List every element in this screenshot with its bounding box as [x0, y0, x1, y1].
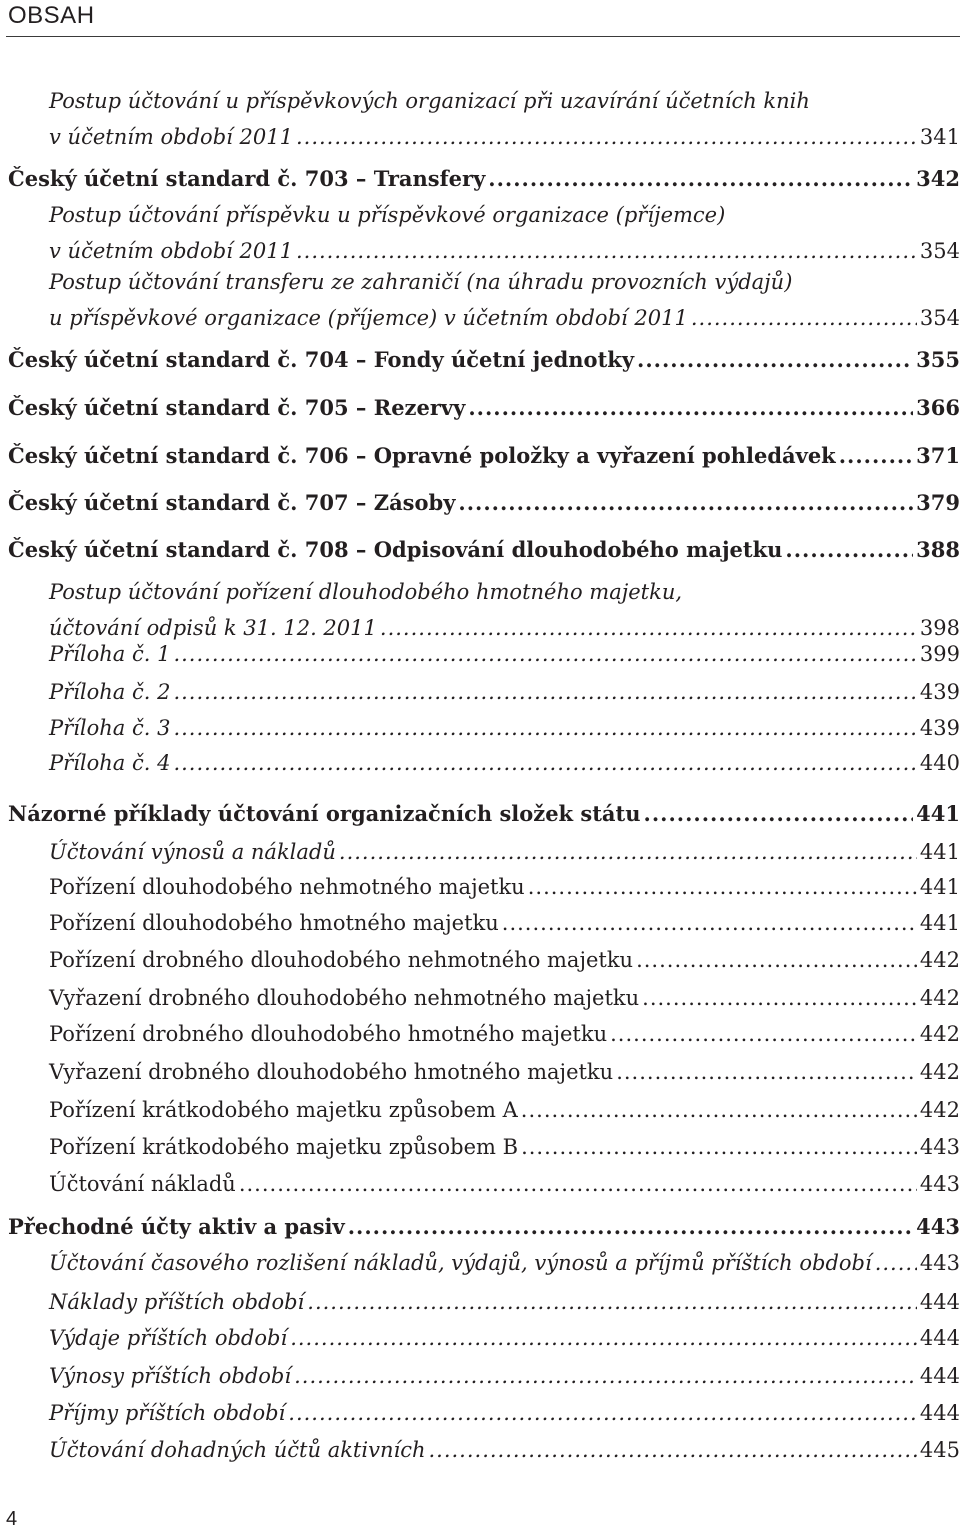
- toc-entry: [49, 1358, 960, 1394]
- toc-entry-title: účtování odpisů k 31. 12. 2011: [49, 616, 377, 640]
- toc-entry-title: Příloha č. 4: [49, 751, 171, 775]
- dot-leader: [173, 745, 916, 781]
- toc-entry-page-number: 379: [916, 490, 960, 515]
- dot-leader: [296, 119, 917, 155]
- toc-entry-page-number: 442: [919, 986, 960, 1010]
- toc-entry-page-number: 442: [919, 1060, 960, 1084]
- toc-entry: [8, 438, 960, 474]
- toc-entry-page-number: 354: [919, 239, 960, 263]
- dot-leader: [488, 161, 913, 197]
- toc-entry: [8, 485, 960, 521]
- page-number: 4: [6, 1508, 18, 1530]
- toc-entry: [49, 869, 960, 905]
- dot-leader: [458, 485, 913, 521]
- toc-entry: [8, 1209, 960, 1245]
- toc-entry-title: Český účetní standard č. 706 – Opravné položky a vyřazení pohledávek: [8, 443, 836, 468]
- page-title: OBSAH: [8, 2, 95, 29]
- toc-entry: [49, 264, 960, 336]
- toc-entry-page-number: 355: [916, 347, 960, 372]
- toc-entry: [49, 1129, 960, 1165]
- toc-entry-page-number: 342: [916, 166, 960, 191]
- toc-entry: [49, 83, 960, 155]
- toc-entry-title: Výnosy příštích období: [49, 1364, 292, 1388]
- toc-entry-page-number: 443: [919, 1172, 960, 1196]
- toc-entry-page-number: 439: [919, 716, 960, 740]
- toc-entry-page-number: 371: [916, 443, 960, 468]
- dot-leader: [173, 636, 916, 672]
- dot-leader: [288, 1395, 917, 1431]
- toc-entry-title-line: Postup účtování u příspěvkových organizací při uzavírání účetních knih: [49, 89, 810, 113]
- dot-leader: [521, 1092, 917, 1128]
- dot-leader: [637, 342, 913, 378]
- toc-entry: [49, 674, 960, 710]
- toc-entry: [49, 1395, 960, 1431]
- dot-leader: [875, 1245, 917, 1281]
- toc-entry: [49, 636, 960, 672]
- dot-leader: [521, 1129, 917, 1165]
- toc-entry-title: Vyřazení drobného dlouhodobého hmotného majetku: [49, 1060, 614, 1084]
- toc-entry-page-number: 445: [919, 1438, 960, 1462]
- dot-leader: [691, 300, 917, 336]
- toc-entry-page-number: 440: [919, 751, 960, 775]
- toc-entry: [49, 1166, 960, 1202]
- toc-entry-page-number: 366: [916, 395, 960, 420]
- toc-entry-page-number: 442: [919, 1098, 960, 1122]
- toc-entry-title: Pořízení krátkodobého majetku způsobem B: [49, 1135, 519, 1159]
- dot-leader: [339, 834, 917, 870]
- dot-leader: [468, 390, 913, 426]
- toc-entry: [49, 1320, 960, 1356]
- toc-entry-title: Pořízení dlouhodobého nehmotného majetku: [49, 875, 525, 899]
- toc-entry: [49, 1245, 960, 1281]
- toc-entry: [8, 532, 960, 568]
- toc-entry-title-line: Postup účtování pořízení dlouhodobého hmotného majetku,: [49, 580, 683, 604]
- toc-entry-title: Pořízení drobného dlouhodobého hmotného majetku: [49, 1022, 608, 1046]
- toc-entry-title: Český účetní standard č. 704 – Fondy účetní jednotky: [8, 347, 635, 372]
- dot-leader: [294, 1358, 917, 1394]
- dot-leader: [239, 1166, 917, 1202]
- toc-entry-title: Český účetní standard č. 705 – Rezervy: [8, 395, 466, 420]
- toc-entry-page-number: 341: [919, 125, 960, 149]
- dot-leader: [610, 1016, 917, 1052]
- toc-entry-title: Příjmy příštích období: [49, 1401, 286, 1425]
- toc-entry-title: Účtování časového rozlišení nákladů, výdajů, výnosů a příjmů příštích období: [49, 1251, 872, 1275]
- toc-entry: [8, 342, 960, 378]
- toc-entry-page-number: 444: [919, 1290, 960, 1314]
- toc-entry-page-number: 443: [916, 1214, 960, 1239]
- dot-leader: [173, 674, 916, 710]
- toc-entry-page-number: 354: [919, 306, 960, 330]
- dot-leader: [348, 1209, 913, 1245]
- toc-entry-title: Příloha č. 3: [49, 716, 171, 740]
- toc-entry-page-number: 441: [919, 911, 960, 935]
- toc-entry-title: Příloha č. 1: [49, 642, 171, 666]
- toc-entry-page-number: 439: [919, 680, 960, 704]
- dot-leader: [307, 1284, 917, 1320]
- toc-entry-title: Přechodné účty aktiv a pasiv: [8, 1214, 345, 1239]
- toc-entry-title: v účetním období 2011: [49, 239, 293, 263]
- toc-entry-page-number: 398: [919, 616, 960, 640]
- toc-entry-title: Český účetní standard č. 707 – Zásoby: [8, 490, 456, 515]
- toc-entry-page-number: 388: [916, 537, 960, 562]
- toc-entry-title: Vyřazení drobného dlouhodobého nehmotného majetku: [49, 986, 640, 1010]
- toc-entry-title: Výdaje příštích období: [49, 1326, 288, 1350]
- toc-entry-page-number: 444: [919, 1401, 960, 1425]
- toc-entry-page-number: 443: [919, 1135, 960, 1159]
- toc-entry: [49, 1016, 960, 1052]
- toc-entry: [8, 796, 960, 832]
- toc-entry-title-line: Postup účtování transferu ze zahraničí (na úhradu provozních výdajů): [49, 270, 793, 294]
- dot-leader: [616, 1054, 917, 1090]
- toc-entry: [8, 390, 960, 426]
- dot-leader: [642, 980, 917, 1016]
- toc-entry-title: Názorné příklady účtování organizačních složek státu: [8, 801, 641, 826]
- toc-entry-title: Český účetní standard č. 708 – Odpisování dlouhodobého majetku: [8, 537, 783, 562]
- toc-entry-title: Český účetní standard č. 703 – Transfery: [8, 166, 486, 191]
- toc-entry: [49, 1092, 960, 1128]
- dot-leader: [839, 438, 913, 474]
- dot-leader: [502, 905, 917, 941]
- toc-entry: [49, 980, 960, 1016]
- toc-entry-title: Účtování dohadných účtů aktivních: [49, 1438, 426, 1462]
- toc-entry-page-number: 441: [916, 801, 960, 826]
- toc-entry: [49, 745, 960, 781]
- dot-leader: [644, 796, 914, 832]
- toc-entry-page-number: 441: [919, 875, 960, 899]
- toc-entry: [49, 710, 960, 746]
- toc-entry: [49, 942, 960, 978]
- toc-entry: [49, 834, 960, 870]
- toc-entry-page-number: 442: [919, 948, 960, 972]
- toc-entry-page-number: 441: [919, 840, 960, 864]
- toc-entry-title: u příspěvkové organizace (příjemce) v účetním období 2011: [49, 306, 688, 330]
- toc-entry-title: Pořízení drobného dlouhodobého nehmotného majetku: [49, 948, 634, 972]
- toc-entry-title: Účtování výnosů a nákladů: [49, 840, 336, 864]
- dot-leader: [785, 532, 913, 568]
- toc-entry-page-number: 399: [919, 642, 960, 666]
- toc-entry-page-number: 444: [919, 1364, 960, 1388]
- toc-entry-title: Příloha č. 2: [49, 680, 171, 704]
- toc-entry-page-number: 443: [919, 1251, 960, 1275]
- toc-entry: [49, 1432, 960, 1468]
- dot-leader: [428, 1432, 916, 1468]
- dot-leader: [290, 1320, 917, 1356]
- toc-entry-title: Pořízení krátkodobého majetku způsobem A: [49, 1098, 518, 1122]
- toc-entry-title: v účetním období 2011: [49, 125, 293, 149]
- toc-entry: [49, 905, 960, 941]
- toc-entry-title: Pořízení dlouhodobého hmotného majetku: [49, 911, 499, 935]
- toc-entry-page-number: 444: [919, 1326, 960, 1350]
- toc-entry-title: Účtování nákladů: [49, 1172, 236, 1196]
- toc-entry-title: Náklady příštích období: [49, 1290, 305, 1314]
- toc-entry: [49, 197, 960, 269]
- toc-entry: [8, 161, 960, 197]
- toc-entry-title-line: Postup účtování příspěvku u příspěvkové organizace (příjemce): [49, 203, 726, 227]
- toc-entry: [49, 1054, 960, 1090]
- toc-entry-page-number: 442: [919, 1022, 960, 1046]
- dot-leader: [528, 869, 917, 905]
- dot-leader: [636, 942, 917, 978]
- toc-entry: [49, 1284, 960, 1320]
- dot-leader: [173, 710, 916, 746]
